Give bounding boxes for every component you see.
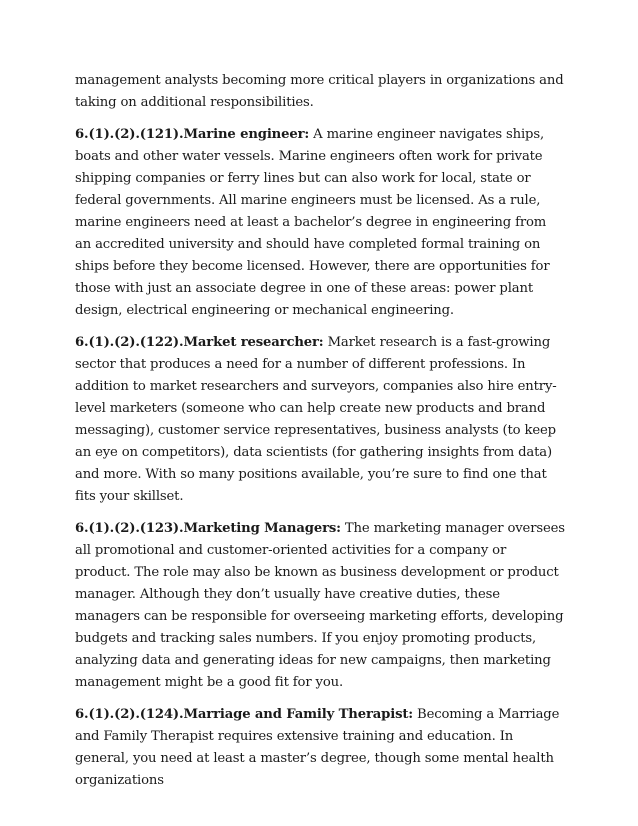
entry-text: Becoming a Marriage and Family Therapist requires extensive training and education. In general, you need at least a master’s degree, though some mental health organizations <box>75 707 560 788</box>
entry-term: 6.(1).(2).(123).Marketing Managers: <box>75 521 341 536</box>
entry-marine-engineer <box>75 124 565 322</box>
entry-term: 6.(1).(2).(121).Marine engineer: <box>75 127 310 142</box>
entry-text: Market research is a fast-growing sector that produces a need for a number of different professions. In addition to market researchers and surveyors, companies also hire entry-level marketers (someone who can help create new products and brand messaging), customer service representatives, business analysts (to keep an eye on competitors), data scientists (for gathering insights from data) and more. With so many positions available, you’re sure to find one that fits your skillset. <box>75 335 557 504</box>
entry-text: The marketing manager oversees all promotional and customer-oriented activities for a company or product. The role may also be known as business development or product manager. Although they don’t usually have creative duties, these managers can be responsible for overseeing marketing efforts, developing budgets and tracking sales numbers. If you enjoy promoting products, analyzing data and generating ideas for new campaigns, then marketing management might be a good fit for you. <box>75 521 565 690</box>
entry-text: A marine engineer navigates ships, boats and other water vessels. Marine engineers often work for private shipping companies or ferry lines but can also work for local, state or federal governments. All marine engineers must be licensed. As a rule, marine engineers need at least a bachelor’s degree in engineering from an accredited university and should have completed formal training on ships before they become licensed. However, there are opportunities for those with just an associate degree in one of these areas: power plant design, electrical engineering or mechanical engineering. <box>75 127 550 318</box>
intro-paragraph: management analysts becoming more critical players in organizations and taking on additional responsibilities. <box>75 73 564 110</box>
entry-marketing-managers <box>75 518 565 694</box>
document-body <box>75 70 565 802</box>
entry-market-researcher <box>75 332 565 508</box>
entry-marriage-family-therapist <box>75 704 565 792</box>
entry-term: 6.(1).(2).(122).Market researcher: <box>75 335 324 350</box>
entry-term: 6.(1).(2).(124).Marriage and Family Therapist: <box>75 707 414 722</box>
